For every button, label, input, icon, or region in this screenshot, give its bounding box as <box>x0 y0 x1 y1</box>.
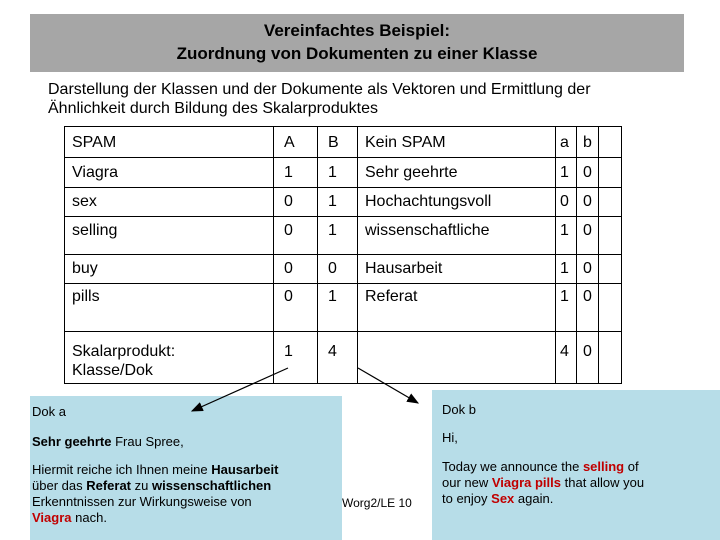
spam-term: selling <box>582 459 625 474</box>
document-a-greeting <box>32 434 184 450</box>
total-value-a: 1 <box>284 343 293 360</box>
subtitle-line-2: Ähnlichkeit durch Bildung des Skalarproduktes <box>48 100 378 117</box>
row-value-a-small: 1 <box>560 164 569 181</box>
body-text: Today we announce the <box>442 459 583 474</box>
header-kein-spam: Kein SPAM <box>365 134 446 151</box>
row-value-b-small: 0 <box>583 222 592 239</box>
body-text: über das <box>32 478 87 493</box>
header-b: B <box>328 134 339 151</box>
row-value-a: 0 <box>284 193 293 210</box>
total-value-a-small: 4 <box>560 343 569 360</box>
row-value-b-small: 0 <box>583 193 592 210</box>
vector-table <box>64 126 622 384</box>
row-value-b: 1 <box>328 164 337 181</box>
slide-reference: Worg2/LE 10 <box>342 496 412 510</box>
row-value-a-small: 1 <box>560 260 569 277</box>
subtitle-line-1: Darstellung der Klassen und der Dokumente als Vektoren und Ermittlung der <box>48 81 591 98</box>
total-label <box>72 342 175 380</box>
row-value-a: 0 <box>284 288 293 305</box>
document-b-title: Dok b <box>442 402 476 417</box>
slide-title <box>30 14 684 72</box>
body-text: Hiermit reiche ich Ihnen meine <box>32 462 212 477</box>
row-term-2: Referat <box>365 288 418 305</box>
header-a-small: a <box>560 134 569 151</box>
table-divider <box>65 157 621 158</box>
total-value-b-small: 0 <box>583 343 592 360</box>
header-a: A <box>284 134 295 151</box>
title-line-1: Vereinfachtes Beispiel: <box>263 21 451 40</box>
header-b-small: b <box>583 134 592 151</box>
total-label-line-2: Klasse/Dok <box>72 362 153 379</box>
header-spam: SPAM <box>72 134 117 151</box>
body-text: zu <box>131 478 152 493</box>
body-text: of <box>624 459 639 474</box>
row-term: selling <box>72 222 118 239</box>
row-value-b-small: 0 <box>583 164 592 181</box>
body-text: Erkenntnissen zur Wirkungsweise von <box>32 494 252 509</box>
table-divider <box>65 254 621 255</box>
table-divider <box>65 216 621 217</box>
row-term: Viagra <box>72 164 118 181</box>
table-divider <box>598 127 599 383</box>
row-value-a-small: 0 <box>560 193 569 210</box>
greeting-text: Frau Spree, <box>111 434 184 449</box>
row-value-b: 1 <box>328 193 337 210</box>
row-value-a-small: 1 <box>560 222 569 239</box>
row-value-b: 1 <box>328 222 337 239</box>
highlight-term: Sehr geehrte <box>32 434 112 449</box>
row-term-2: Hochachtungsvoll <box>365 193 492 210</box>
body-text: nach. <box>71 510 107 525</box>
row-term-2: wissenschaftliche <box>365 222 490 239</box>
body-text: our new <box>442 475 492 490</box>
highlight-term: wissenschaftlichen <box>151 478 272 493</box>
row-term: sex <box>72 193 97 210</box>
table-divider <box>65 331 621 332</box>
body-text: that allow you <box>561 475 645 490</box>
document-b <box>432 390 720 540</box>
row-value-b-small: 0 <box>583 288 592 305</box>
body-text: to enjoy <box>442 491 492 506</box>
spam-term: Sex <box>491 491 515 506</box>
highlight-term: Referat <box>86 478 131 493</box>
slide-subtitle <box>48 80 688 118</box>
highlight-term: Hausarbeit <box>211 462 279 477</box>
document-a-body <box>32 462 340 526</box>
row-value-a: 0 <box>284 260 293 277</box>
row-term: pills <box>72 288 100 305</box>
table-divider <box>65 187 621 188</box>
body-text: again. <box>514 491 554 506</box>
row-value-b: 1 <box>328 288 337 305</box>
document-b-body <box>442 459 718 507</box>
spam-term: Viagra pills <box>491 475 562 490</box>
document-a-title: Dok a <box>32 404 66 419</box>
table-divider <box>357 127 358 383</box>
row-term: buy <box>72 260 98 277</box>
document-b-greeting: Hi, <box>442 430 458 445</box>
table-divider <box>317 127 318 383</box>
row-value-a-small: 1 <box>560 288 569 305</box>
total-value-b: 4 <box>328 343 337 360</box>
row-value-a: 1 <box>284 164 293 181</box>
title-line-2: Zuordnung von Dokumenten zu einer Klasse <box>176 44 538 63</box>
spam-term: Viagra <box>32 510 72 525</box>
table-divider <box>65 283 621 284</box>
total-label-line-1: Skalarprodukt: <box>72 343 176 360</box>
table-divider <box>576 127 577 383</box>
row-value-b: 0 <box>328 260 337 277</box>
row-value-a: 0 <box>284 222 293 239</box>
row-term-2: Sehr geehrte <box>365 164 458 181</box>
document-a <box>30 396 342 540</box>
row-value-b-small: 0 <box>583 260 592 277</box>
table-divider <box>273 127 274 383</box>
row-term-2: Hausarbeit <box>365 260 443 277</box>
table-divider <box>555 127 556 383</box>
